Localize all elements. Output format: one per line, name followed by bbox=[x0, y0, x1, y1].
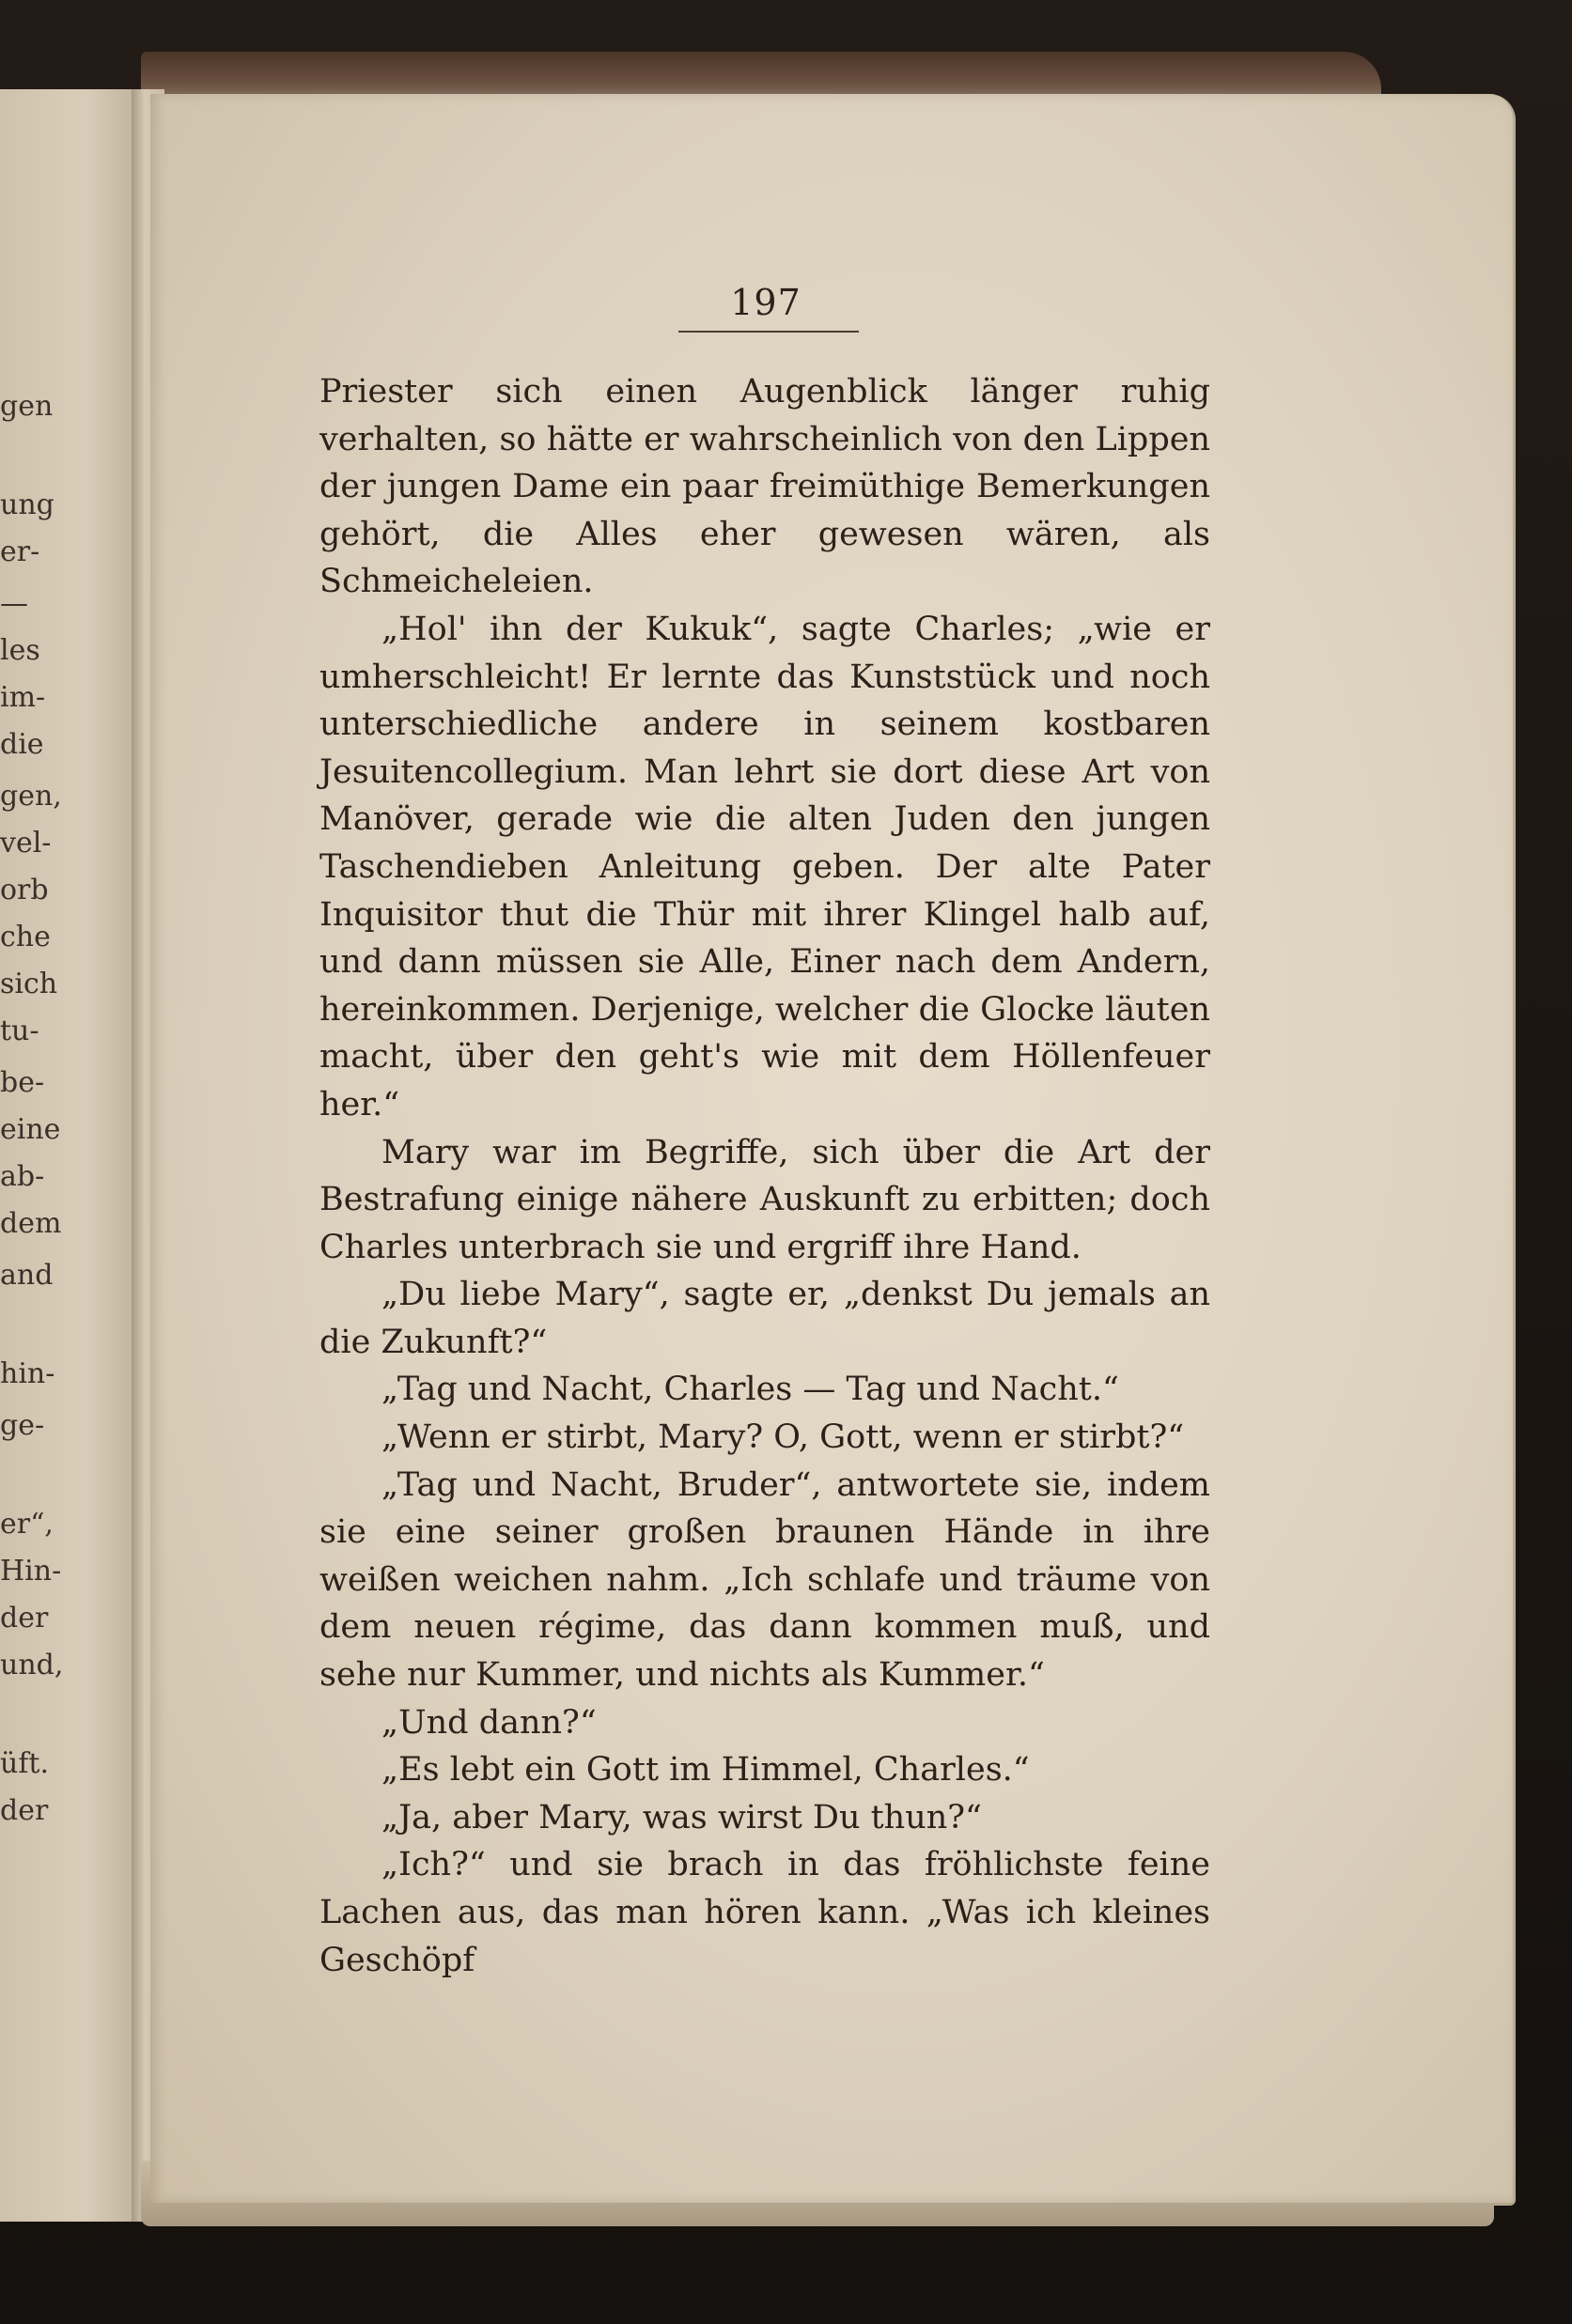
paragraph: „Tag und Nacht, Charles — Tag und Nacht.“ bbox=[381, 1371, 1119, 1409]
facing-page-fragment: der bbox=[0, 1794, 49, 1827]
paragraph: „Wenn er stirbt, Mary? O, Gott, wenn er stirbt?“ bbox=[381, 1418, 1185, 1457]
facing-page-fragment: er“, bbox=[0, 1508, 54, 1541]
facing-page-fragment: ung bbox=[0, 488, 54, 521]
facing-page-fragment: les bbox=[0, 634, 40, 667]
facing-page-fragment: die bbox=[0, 728, 44, 761]
facing-page-fragment: eine bbox=[0, 1113, 61, 1146]
facing-page-fragment: che bbox=[0, 921, 51, 953]
paragraph: „Es lebt ein Gott im Himmel, Charles.“ bbox=[381, 1751, 1030, 1789]
facing-page-fragment: ab- bbox=[0, 1160, 45, 1193]
facing-page-fragment: gen, bbox=[0, 780, 62, 813]
page-body-text bbox=[319, 368, 1210, 1984]
paragraph: Priester sich einen Augenblick länger ruhig verhalten, so hätte er wahrscheinlich von den Lippen der jungen Dame ein paar freimüthige Bemerkungen gehört, die Alles eher gewesen wären, als Schmeicheleien. bbox=[319, 373, 1210, 601]
paragraph: „Du liebe Mary“, sagte er, „denkst Du jemals an die Zukunft?“ bbox=[319, 1276, 1210, 1361]
facing-page-fragment: be- bbox=[0, 1066, 45, 1099]
facing-page-fragment: sich bbox=[0, 968, 58, 1000]
facing-page-fragment: dem bbox=[0, 1207, 62, 1240]
paragraph: „Ja, aber Mary, was wirst Du thun?“ bbox=[381, 1798, 982, 1836]
paragraph: „Und dann?“ bbox=[381, 1703, 597, 1742]
paragraph: „Tag und Nacht, Bruder“, antwortete sie, indem sie eine seiner großen braunen Hände in ihre weißen weichen nahm. „Ich schlafe und träume von dem neuen régime, das dann kommen muß, und sehe nur Kummer, und nichts als Kummer.“ bbox=[319, 1465, 1210, 1695]
page-number: 197 bbox=[730, 282, 802, 323]
facing-page-text bbox=[0, 89, 64, 2222]
facing-page-fragment: orb bbox=[0, 874, 49, 906]
facing-page-fragment: der bbox=[0, 1602, 49, 1635]
facing-page-fragment: hin- bbox=[0, 1357, 55, 1390]
page-number-rule bbox=[678, 331, 859, 333]
facing-page-fragment: im- bbox=[0, 681, 46, 714]
facing-page-fragment: üft. bbox=[0, 1747, 50, 1780]
facing-page-fragment: ge- bbox=[0, 1409, 45, 1442]
facing-page-fragment: and bbox=[0, 1259, 54, 1292]
facing-page-fragment: gen bbox=[0, 390, 54, 423]
facing-page-fragment: Hin- bbox=[0, 1555, 62, 1588]
paragraph: „Hol' ihn der Kukuk“, sagte Charles; „wie er umherschleicht! Er lernte das Kunststück und noch unterschiedliche andere in seinem kostbaren Jesuitencollegium. Man lehrt sie dort diese Art von Manöver, gerade wie die alten Juden den jungen Taschendieben Anleitung geben. Der alte Pater Inquisitor thut die Thür mit ihrer Klingel halb auf, und dann müssen sie Alle, Einer nach dem Andern, hereinkommen. Derjenige, welcher die Glocke läuten macht, über den geht's wie mit dem Höllenfeuer her.“ bbox=[319, 610, 1210, 1123]
paragraph: „Ich?“ und sie brach in das fröhlichste feine Lachen aus, das man hören kann. „Was ich kleines Geschöpf bbox=[319, 1846, 1210, 1979]
facing-page-fragment: er- bbox=[0, 535, 40, 568]
facing-page-fragment: und, bbox=[0, 1649, 64, 1681]
facing-page bbox=[0, 89, 143, 2222]
facing-page-fragment: — bbox=[0, 587, 28, 620]
facing-page-fragment: tu- bbox=[0, 1015, 39, 1047]
paragraph: Mary war im Begriffe, sich über die Art der Bestrafung einige nähere Auskunft zu erbitten; doch Charles unterbrach sie und ergriff ihre Hand. bbox=[319, 1133, 1210, 1266]
facing-page-fragment: vel- bbox=[0, 827, 52, 860]
